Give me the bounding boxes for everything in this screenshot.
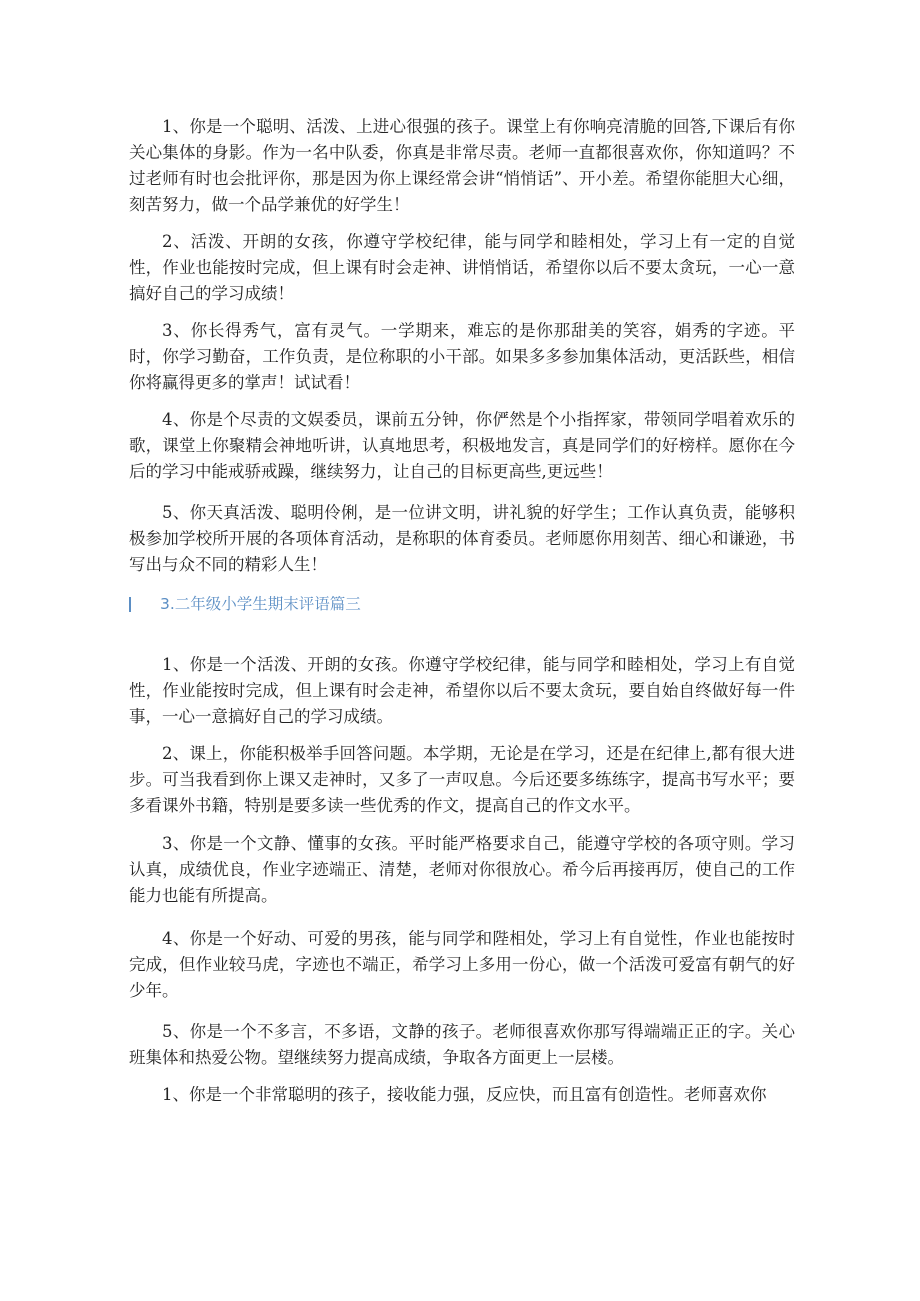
comment-paragraph-6: 1、你是一个活泼、开朗的女孩。你遵守学校纪律，能与同学和睦相处，学习上有自觉性，作业能按时完成，但上课有时会走神，希望你以后不要太贪玩，要自始自终做好每一件事，一心一意搞好自己的学习成绩。 [129,655,795,726]
comment-paragraph-4: 4、你是个尽责的文娱委员，课前五分钟，你俨然是个小指挥家，带领同学唱着欢乐的歌，课堂上你聚精会神地听讲，认真地思考，积极地发言，真是同学们的好榜样。愿你在今后的学习中能戒骄戒躁，继续努力，让自己的目标更高些,更远些！ [129,410,795,481]
comment-paragraph-7: 2、课上，你能积极举手回答问题。本学期，无论是在学习，还是在纪律上,都有很大进步。可当我看到你上课又走神时，又多了一声叹息。今后还要多练练字，提高书写水平；要多看课外书籍，特别是要多读一些优秀的作文，提高自己的作文水平。 [129,744,795,815]
comment-paragraph-1: 1、你是一个聪明、活泼、上进心很强的孩子。课堂上有你响亮清脆的回答,下课后有你关心集体的身影。作为一名中队委，你真是非常尽责。老师一直都很喜欢你，你知道吗？不过老师有时也会批评你，那是因为你上课经常会讲“悄悄话”、开小差。希望你能胆大心细，刻苦努力，做一个品学兼优的好学生！ [129,117,795,214]
comment-paragraph-5: 5、你天真活泼、聪明伶俐，是一位讲文明，讲礼貌的好学生；工作认真负责，能够积极参加学校所开展的各项体育活动，是称职的体育委员。老师愿你用刻苦、细心和谦逊，书写出与众不同的精彩人生！ [129,503,795,574]
comment-paragraph-10: 5、你是一个不多言，不多语，文静的孩子。老师很喜欢你那写得端端正正的字。关心班集体和热爱公物。望继续努力提高成绩，争取各方面更上一层楼。 [129,1022,795,1067]
section-heading-text: 3.二年级小学生期末评语篇三 [160,595,361,613]
comment-paragraph-2: 2、活泼、开朗的女孩，你遵守学校纪律，能与同学和睦相处，学习上有一定的自觉性，作业也能按时完成，但上课有时会走神、讲悄悄话，希望你以后不要太贪玩，一心一意搞好自己的学习成绩！ [129,232,795,303]
comment-paragraph-3: 3、你长得秀气，富有灵气。一学期来，难忘的是你那甜美的笑容，娟秀的字迹。平时，你学习勤奋，工作负责，是位称职的小干部。如果多多参加集体活动，更活跃些，相信你将赢得更多的掌声！试试看！ [129,321,795,392]
comment-paragraph-8: 3、你是一个文静、懂事的女孩。平时能严格要求自己，能遵守学校的各项守则。学习认真，成绩优良，作业字迹端正、清楚，老师对你很放心。希今后再接再厉，使自己的工作能力也能有所提高。 [129,834,795,905]
comment-paragraph-11: 1、你是一个非常聪明的孩子，接收能力强，反应快，而且富有创造性。老师喜欢你 [162,1085,767,1104]
comment-paragraph-9: 4、你是一个好动、可爱的男孩，能与同学和陛相处，学习上有自觉性，作业也能按时完成，但作业较马虎，字迹也不端正，希学习上多用一份心，做一个活泼可爱富有朝气的好少年。 [129,929,795,1000]
heading-bar-marker [129,597,131,612]
section-heading [129,593,361,615]
